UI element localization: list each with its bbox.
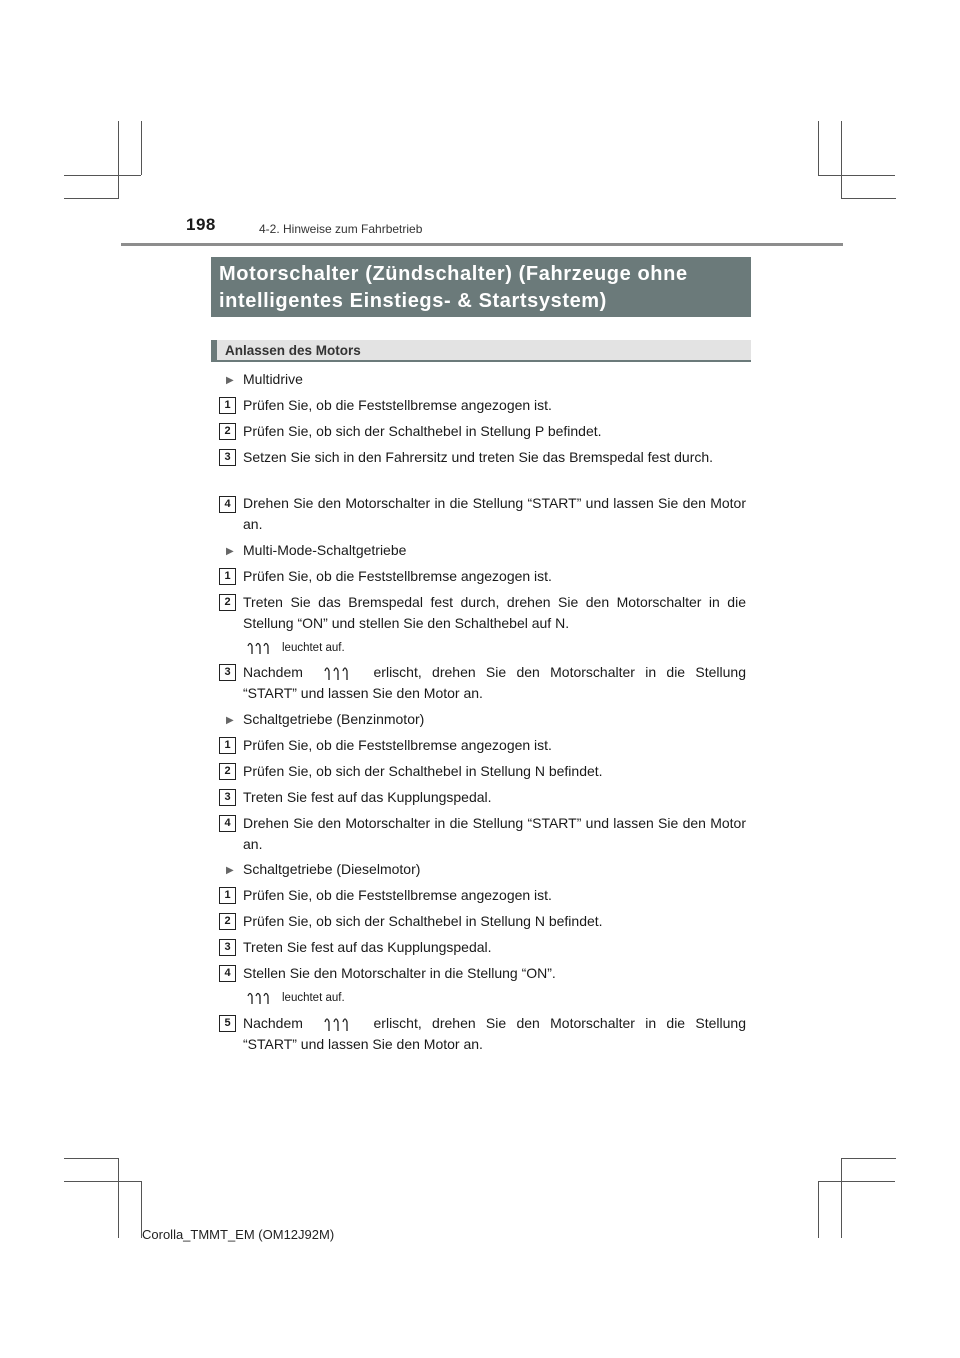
indicator-note	[246, 990, 345, 1006]
step-number: 4	[219, 496, 236, 513]
step-text: Prüfen Sie, ob die Feststellbremse angezogen ist.	[243, 568, 552, 584]
step-number: 2	[219, 913, 236, 930]
step-text: Prüfen Sie, ob die Feststellbremse angezogen ist.	[243, 737, 552, 753]
note-text: leuchtet auf.	[282, 642, 345, 654]
step-text: Treten Sie fest auf das Kupplungspedal.	[243, 939, 492, 955]
group-heading-mms	[226, 540, 406, 562]
step-number: 2	[219, 594, 236, 611]
crop-mark	[118, 1158, 119, 1238]
crop-mark	[841, 198, 896, 199]
section-title-line: intelligentes Einstiegs- & Startsystem)	[219, 290, 607, 312]
page-number: 198	[186, 215, 216, 234]
step-text	[243, 1013, 746, 1055]
crop-mark	[818, 175, 895, 176]
step-text: Prüfen Sie, ob sich der Schalthebel in Stellung P befindet.	[243, 423, 602, 439]
step-text: Setzen Sie sich in den Fahrersitz und treten Sie das Bremspedal fest durch.	[243, 449, 714, 465]
crop-mark	[818, 1181, 819, 1238]
glow-plug-indicator-icon	[319, 1015, 357, 1033]
section-title-line: Motorschalter (Zündschalter) (Fahrzeuge ohne	[219, 263, 688, 285]
header-rule	[121, 243, 843, 246]
crop-mark	[841, 1158, 842, 1238]
crop-mark	[818, 121, 819, 175]
step-text: Treten Sie das Bremspedal fest durch, drehen Sie den Motorschalter in die Stellung “ON” und stellen Sie den Schalthebel auf N.	[243, 594, 746, 631]
crop-mark	[64, 175, 141, 176]
glow-plug-indicator-icon	[246, 990, 276, 1006]
group-label: Schaltgetriebe (Dieselmotor)	[243, 861, 421, 877]
crop-mark	[64, 1181, 141, 1182]
step-number: 3	[219, 664, 236, 681]
triangle-right-icon: ▶	[226, 715, 234, 726]
crop-mark	[841, 121, 842, 199]
group-heading-diesel	[226, 859, 420, 881]
step-text: Prüfen Sie, ob sich der Schalthebel in Stellung N befindet.	[243, 763, 603, 779]
sub-heading: Anlassen des Motors	[211, 340, 751, 362]
crop-mark	[64, 198, 119, 199]
crop-mark	[118, 121, 119, 199]
step-text: Drehen Sie den Motorschalter in die Stellung “START” und lassen Sie den Motor an.	[243, 815, 746, 852]
glow-plug-indicator-icon	[246, 640, 276, 656]
step-number: 2	[219, 423, 236, 440]
step-text-part: Nachdem	[243, 664, 303, 680]
step-text: Stellen Sie den Motorschalter in die Stellung “ON”.	[243, 965, 556, 981]
group-label: Multidrive	[243, 371, 303, 387]
crop-mark	[141, 121, 142, 175]
step-text: Prüfen Sie, ob sich der Schalthebel in Stellung N befindet.	[243, 913, 603, 929]
note-text: leuchtet auf.	[282, 992, 345, 1004]
group-label: Multi-Mode-Schaltgetriebe	[243, 542, 407, 558]
step-text: Treten Sie fest auf das Kupplungspedal.	[243, 789, 492, 805]
group-heading-petrol	[226, 709, 424, 731]
step-number: 1	[219, 397, 236, 414]
step-number: 1	[219, 887, 236, 904]
step-text-part: erlischt, drehen Sie den Motorschalter in die Stellung “START” und lassen Sie den Motor an.	[243, 1015, 746, 1052]
step-text-part: Nachdem	[243, 1015, 303, 1031]
footer-text: Corolla_TMMT_EM (OM12J92M)	[142, 1227, 335, 1242]
step-number: 5	[219, 1015, 236, 1032]
step-text	[243, 662, 746, 704]
triangle-right-icon: ▶	[226, 546, 234, 557]
step-text-part: erlischt, drehen Sie den Motorschalter in die Stellung “START” und lassen Sie den Motor an.	[243, 664, 746, 701]
step-number: 4	[219, 815, 236, 832]
crop-mark	[841, 1158, 896, 1159]
step-number: 3	[219, 939, 236, 956]
crop-mark	[818, 1181, 895, 1182]
triangle-right-icon: ▶	[226, 375, 234, 386]
triangle-right-icon: ▶	[226, 865, 234, 876]
step-number: 2	[219, 763, 236, 780]
crop-mark	[64, 1158, 119, 1159]
step-number: 4	[219, 965, 236, 982]
indicator-note	[246, 640, 345, 656]
running-head: 4-2. Hinweise zum Fahrbetrieb	[259, 222, 423, 236]
step-number: 3	[219, 449, 236, 466]
step-number: 1	[219, 737, 236, 754]
group-heading-multidrive	[226, 369, 303, 391]
step-text: Prüfen Sie, ob die Feststellbremse angezogen ist.	[243, 887, 552, 903]
step-text: Drehen Sie den Motorschalter in die Stellung “START” und lassen Sie den Motor an.	[243, 495, 746, 532]
step-number: 1	[219, 568, 236, 585]
step-number: 3	[219, 789, 236, 806]
group-label: Schaltgetriebe (Benzinmotor)	[243, 711, 425, 727]
section-title	[211, 257, 751, 317]
glow-plug-indicator-icon	[319, 664, 357, 682]
step-text: Prüfen Sie, ob die Feststellbremse angezogen ist.	[243, 397, 552, 413]
